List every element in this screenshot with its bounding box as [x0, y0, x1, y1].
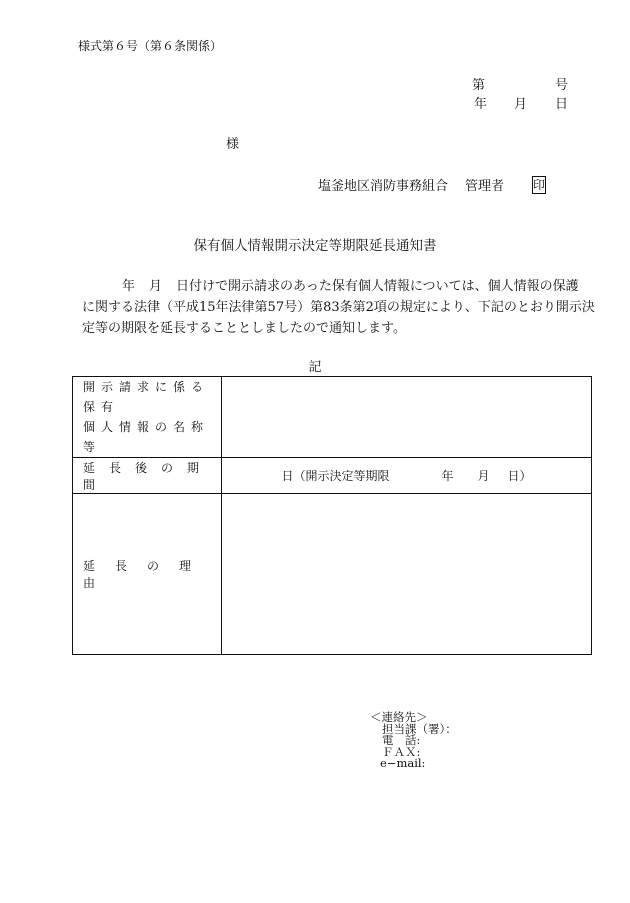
contact-department: 担当課（署）：: [382, 721, 457, 736]
extension-reason-label: 延長の理由: [83, 559, 212, 590]
issue-number-suffix: 号: [555, 78, 569, 93]
form-number: 様式第６号（第６条関係）: [78, 39, 223, 53]
table-row: [73, 458, 592, 494]
extended-period-label: 延長後の期間: [83, 460, 214, 492]
body-line-2: に関する法律（平成15年法律第57号）第83条第2項の規定により、下記のとおり開示決: [82, 300, 595, 315]
table-row: [73, 494, 592, 655]
period-month-text: 月: [477, 469, 490, 483]
period-end-text: 日）: [507, 469, 532, 483]
contact-fax: ＦＡＸ:: [382, 744, 421, 759]
info-name-value-cell[interactable]: [222, 377, 592, 458]
body-line-1-text: 日付けで開示請求のあった保有個人情報については、個人情報の保護: [176, 279, 579, 294]
period-day-text: 日（開示決定等期限: [281, 469, 390, 483]
extension-reason-label-cell: [73, 494, 222, 655]
addressee-honorific: 様: [226, 137, 240, 152]
extended-period-label-cell: [73, 458, 222, 494]
contact-block: [370, 712, 457, 770]
table-row: [73, 377, 592, 458]
date-month-label: 月: [514, 97, 528, 112]
date-day-label: 日: [555, 97, 569, 112]
issue-number-label: 第: [472, 78, 486, 93]
details-table: [72, 376, 592, 655]
date-year-label: 年: [474, 97, 488, 112]
contact-heading: ＜連絡先＞: [370, 710, 428, 724]
body-year: 年: [122, 279, 136, 294]
info-name-label-line1: 開示請求に係る保有: [83, 380, 210, 414]
period-year-text: 年: [441, 469, 454, 483]
ki-heading: 記: [308, 360, 322, 375]
info-name-label-line2: 個人情報の名称等: [83, 420, 210, 454]
body-paragraph: [82, 276, 602, 339]
seal-box: 印: [533, 178, 546, 192]
extended-period-value-cell[interactable]: [222, 458, 592, 494]
body-line-3: 定等の期限を延長することとしましたので通知します。: [82, 321, 406, 336]
sender-organization: 塩釜地区消防事務組合: [318, 179, 449, 194]
body-line-1: [82, 276, 602, 297]
document-title: 保有個人情報開示決定等期限延長通知書: [193, 238, 437, 254]
extension-reason-value-cell[interactable]: [222, 494, 592, 655]
sender-title: 管理者: [465, 179, 505, 194]
contact-email: e−mail:: [380, 756, 426, 770]
body-month: 月: [149, 279, 163, 294]
info-name-label-cell: [73, 377, 222, 458]
contact-phone: 電 話:: [382, 733, 421, 747]
